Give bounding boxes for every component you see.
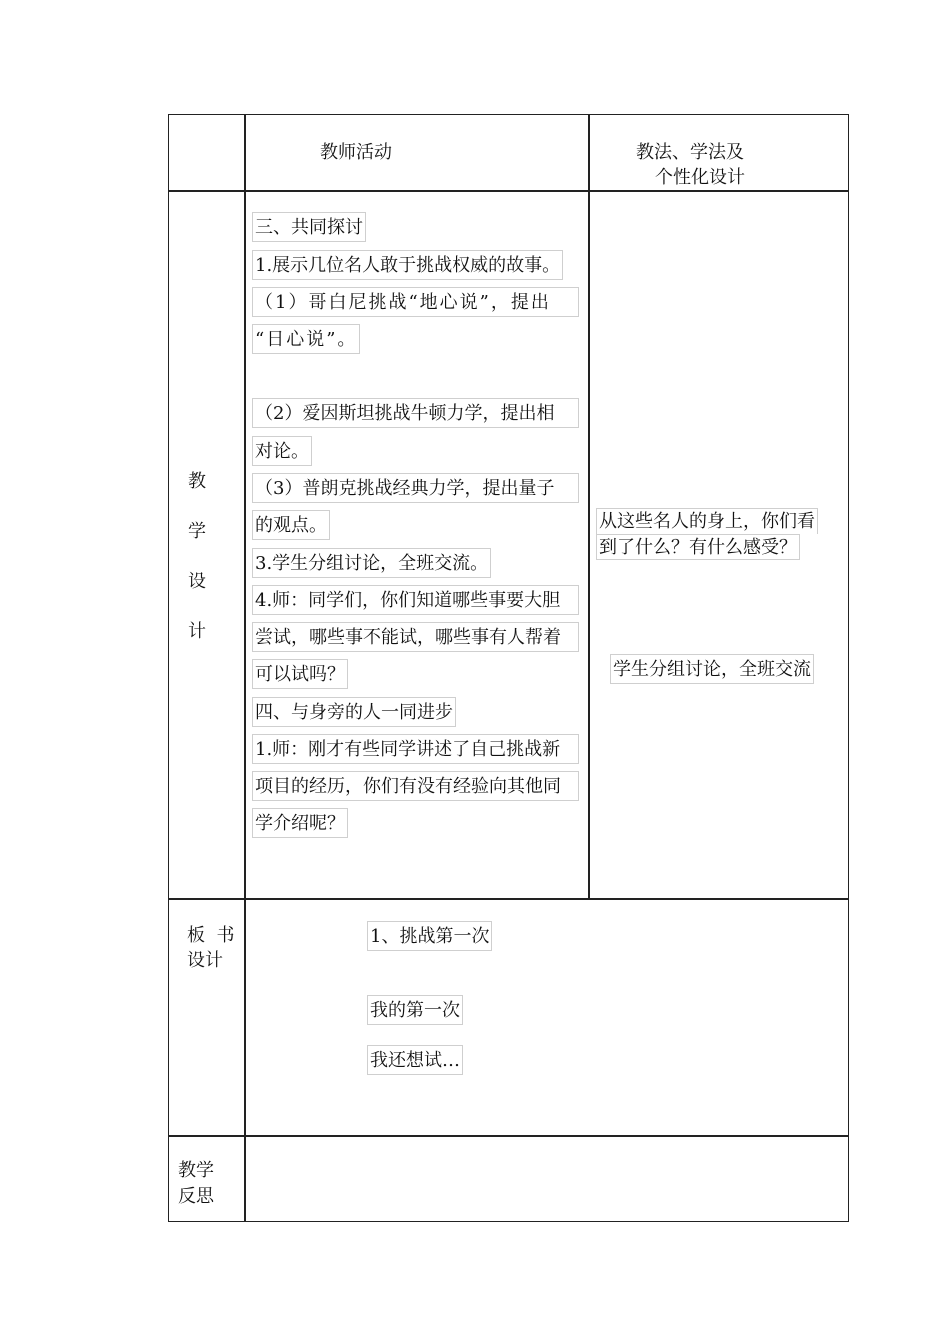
board-design-label: 板 书	[187, 925, 235, 946]
column-divider-right	[588, 115, 590, 899]
design-label-char: 计	[188, 621, 206, 642]
board-line: 我还想试…	[367, 1045, 463, 1075]
row-divider-design	[169, 898, 848, 900]
activity-line: （1）哥白尼挑战“地心说”，提出	[252, 287, 579, 317]
activity-line: 对论。	[252, 436, 312, 466]
activity-line: 尝试，哪些事不能试，哪些事有人帮着	[252, 622, 579, 652]
board-line: 1、挑战第一次	[367, 921, 492, 951]
activity-line: 学介绍呢？	[252, 808, 348, 838]
methods-line: 到了什么？有什么感受？	[596, 534, 800, 560]
methods-heading-line1: 教法、学法及	[636, 142, 744, 163]
activity-line: （3）普朗克挑战经典力学，提出量子	[252, 473, 579, 503]
row-divider-header	[169, 190, 848, 192]
activity-line: 3.学生分组讨论，全班交流。	[252, 548, 491, 578]
activity-line: 1.师：刚才有些同学讲述了自己挑战新	[252, 734, 579, 764]
board-line: 我的第一次	[367, 995, 463, 1025]
methods-heading-line2: 个性化设计	[655, 167, 745, 188]
board-design-label: 设计	[187, 950, 223, 971]
activity-line: 项目的经历，你们有没有经验向其他同	[252, 771, 579, 801]
reflection-label: 教学	[178, 1160, 214, 1181]
activity-line: “日心说”。	[252, 324, 360, 354]
methods-line: 从这些名人的身上，你们看	[596, 508, 818, 534]
activity-line: 四、与身旁的人一同进步	[252, 697, 456, 727]
activity-line: 1.展示几位名人敢于挑战权威的故事。	[252, 250, 563, 280]
methods-line: 学生分组讨论，全班交流	[610, 654, 814, 684]
activity-line: 的观点。	[252, 510, 330, 540]
activity-line: （2）爱因斯坦挑战牛顿力学，提出相	[252, 398, 579, 428]
row-divider-board	[169, 1135, 848, 1137]
activity-line: 三、共同探讨	[252, 212, 366, 242]
design-label-char: 教	[188, 471, 206, 492]
activity-line: 4.师：同学们，你们知道哪些事要大胆	[252, 585, 579, 615]
column-divider-left	[244, 115, 246, 1221]
teacher-activity-heading: 教师活动	[320, 142, 392, 163]
reflection-label: 反思	[178, 1186, 214, 1207]
activity-line: 可以试吗？	[252, 659, 348, 689]
design-label-char: 学	[188, 521, 206, 542]
design-label-char: 设	[188, 571, 206, 592]
